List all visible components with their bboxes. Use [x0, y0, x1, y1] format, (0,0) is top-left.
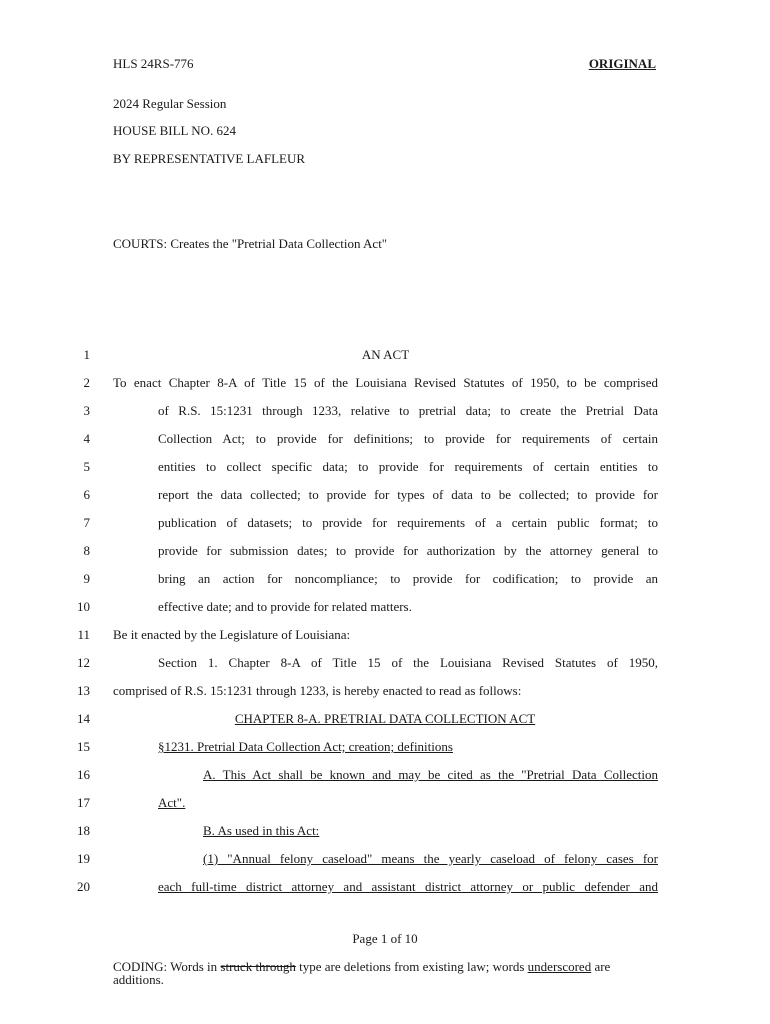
line-number: 15: [77, 739, 90, 754]
line-number: 14: [77, 711, 90, 726]
coding-middle: type are deletions from existing law; words: [295, 959, 528, 974]
line-number: 3: [83, 403, 90, 418]
line-text: provide for submission dates; to provide for authorization by the attorney general to: [158, 543, 658, 558]
section-heading: §1231. Pretrial Data Collection Act; creation; definitions: [158, 739, 453, 754]
line-text: bring an action for noncompliance; to provide for codification; to provide an: [158, 571, 658, 586]
line-number: 7: [83, 515, 90, 530]
line-number: 6: [83, 487, 90, 502]
line-text: effective date; and to provide for related matters.: [158, 599, 412, 614]
line-text: comprised of R.S. 15:1231 through 1233, is hereby enacted to read as follows:: [113, 683, 522, 698]
line-text: B. As used in this Act:: [203, 823, 320, 838]
line-number: 9: [83, 571, 90, 586]
line-number: 20: [77, 879, 90, 894]
page-number: Page 1 of 10: [352, 931, 418, 946]
chapter-heading-text: CHAPTER 8-A. PRETRIAL DATA COLLECTION ACT: [234, 711, 536, 726]
line-text: To enact Chapter 8-A of Title 15 of the Louisiana Revised Statutes of 1950, to be comprised: [113, 375, 658, 390]
act-title: AN ACT: [361, 347, 410, 362]
coding-underscored-example: underscored: [527, 959, 592, 974]
line-number: 4: [83, 431, 90, 446]
bill-caption: COURTS: Creates the "Pretrial Data Collection Act": [113, 236, 388, 251]
line-text: each full-time district attorney and assistant district attorney or public defender and: [158, 879, 658, 894]
line-number: 8: [83, 543, 90, 558]
coding-prefix: CODING: Words in: [113, 959, 221, 974]
line-number: 11: [77, 627, 90, 642]
bill-author: BY REPRESENTATIVE LAFLEUR: [113, 151, 306, 166]
line-text: entities to collect specific data; to provide for requirements of certain entities to: [158, 459, 658, 474]
line-text: report the data collected; to provide for types of data to be collected; to provide for: [158, 487, 658, 502]
line-number: 2: [83, 375, 90, 390]
line-text: (1) "Annual felony caseload" means the yearly caseload of felony cases for: [203, 851, 658, 866]
line-number: 16: [77, 767, 90, 782]
line-text: A. This Act shall be known and may be cited as the "Pretrial Data Collection: [203, 767, 658, 782]
line-text: Collection Act; to provide for definitions; to provide for requirements of certain: [158, 431, 658, 446]
line-text: Act".: [158, 795, 186, 810]
status-label: ORIGINAL: [588, 56, 656, 71]
line-number: 13: [77, 683, 90, 698]
line-number: 19: [77, 851, 90, 866]
session-label: 2024 Regular Session: [113, 96, 227, 111]
document-code: HLS 24RS-776: [113, 56, 194, 71]
line-number: 1: [83, 347, 90, 362]
coding-note: [113, 960, 658, 986]
chapter-heading: [0, 711, 770, 727]
enacting-clause: Be it enacted by the Legislature of Louisiana:: [113, 627, 351, 642]
line-text: Section 1. Chapter 8-A of Title 15 of the Louisiana Revised Statutes of 1950,: [158, 655, 658, 670]
coding-suffix: are additions.: [113, 959, 611, 987]
line-number: 10: [77, 599, 90, 614]
coding-struck-example: struck through: [220, 959, 296, 974]
line-text: of R.S. 15:1231 through 1233, relative to pretrial data; to create the Pretrial Data: [158, 403, 658, 418]
line-number: 17: [77, 795, 90, 810]
line-number: 18: [77, 823, 90, 838]
bill-number: HOUSE BILL NO. 624: [113, 123, 237, 138]
line-number: 5: [83, 459, 90, 474]
line-number: 12: [77, 655, 90, 670]
line-text: publication of datasets; to provide for requirements of a certain public format; to: [158, 515, 658, 530]
